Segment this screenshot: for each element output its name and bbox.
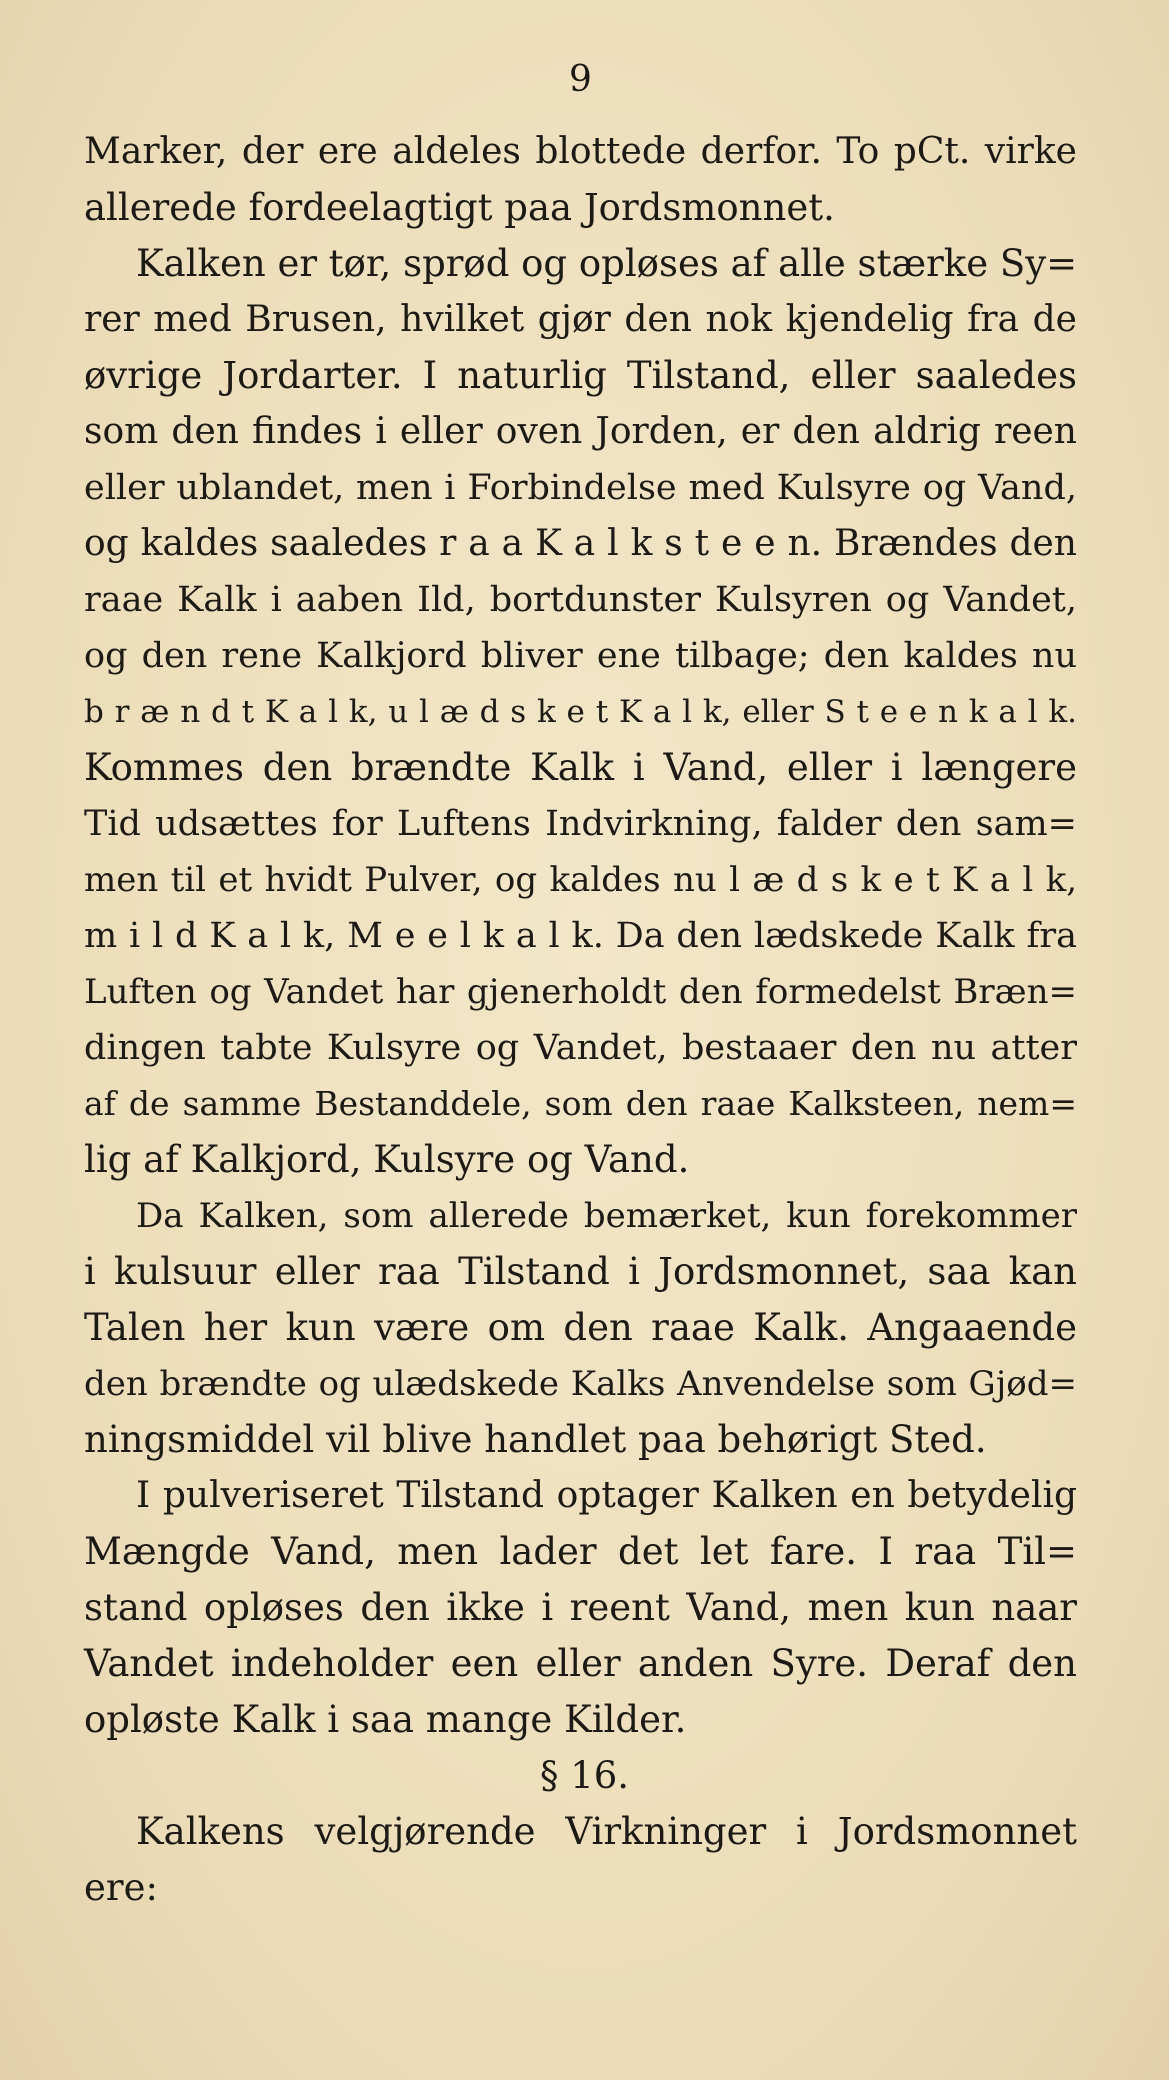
text-line: Luften og Vandet har gjenerholdt den formedelst Bræn=	[84, 972, 1077, 1012]
text-line: opløste Kalk i saa mange Kilder.	[84, 1698, 687, 1741]
text-line: den brændte og ulædskede Kalks Anvendelse som Gjød=	[84, 1364, 1077, 1404]
text-line: og den rene Kalkjord bliver ene tilbage; den kaldes nu	[84, 636, 1077, 676]
text-line: ningsmiddel vil blive handlet paa behørigt Sted.	[84, 1418, 987, 1461]
text-line: raae Kalk i aaben Ild, bortdunster Kulsyren og Vandet,	[84, 580, 1077, 620]
paragraph-4	[84, 1468, 1077, 1748]
text-line: rer med Brusen, hvilket gjør den nok kjendelig fra de	[84, 299, 1077, 340]
page-number: 9	[569, 59, 592, 100]
text-line: ere:	[84, 1866, 158, 1909]
text-line: eller ublandet, men i Forbindelse med Kulsyre og Vand,	[84, 468, 1077, 508]
text-line: I pulveriseret Tilstand optager Kalken en betydelig	[136, 1475, 1077, 1516]
paragraph-1	[84, 124, 1077, 236]
text-line: og kaldes saaledes r a a K a l k s t e e n. Brændes den	[84, 523, 1077, 564]
text-line: i kulsuur eller raa Tilstand i Jordsmonnet, saa kan	[84, 1250, 1077, 1293]
text-line: Vandet indeholder een eller anden Syre. Deraf den	[84, 1642, 1077, 1685]
text-line: lig af Kalkjord, Kulsyre og Vand.	[84, 1138, 690, 1181]
text-line: m i l d K a l k, M e e l k a l k. Da den lædskede Kalk fra	[84, 916, 1077, 956]
section-heading: § 16.	[539, 1754, 630, 1797]
text-line: Kalkens velgjørende Virkninger i Jordsmonnet	[136, 1810, 1077, 1853]
text-line: Talen her kun være om den raae Kalk. Angaaende	[84, 1306, 1077, 1349]
paragraph-2	[84, 236, 1077, 1188]
closing-paragraph	[84, 1804, 1077, 1916]
text-line: som den findes i eller oven Jorden, er den aldrig reen	[84, 411, 1077, 452]
text-line: stand opløses den ikke i reent Vand, men kun naar	[84, 1586, 1077, 1629]
paragraph-3	[84, 1188, 1077, 1468]
text-line: øvrige Jordarter. I naturlig Tilstand, eller saaledes	[84, 354, 1077, 397]
text-line: Tid udsættes for Luftens Indvirkning, falder den sam=	[84, 804, 1077, 844]
text-line: men til et hvidt Pulver, og kaldes nu l æ d s k e t K a l k,	[84, 860, 1077, 900]
text-line: b r æ n d t K a l k, u l æ d s k e t K a l k, eller S t e e n k a l k.	[84, 694, 1077, 730]
text-line: allerede fordeelagtigt paa Jordsmonnet.	[84, 186, 835, 229]
text-line: dingen tabte Kulsyre og Vandet, bestaaer den nu atter	[84, 1028, 1077, 1068]
text-line: Marker, der ere aldeles blottede derfor. To pCt. virke	[84, 131, 1077, 172]
text-line: Kommes den brændte Kalk i Vand, eller i længere	[84, 746, 1077, 789]
text-line: af de samme Bestanddele, som den raae Kalksteen, nem=	[84, 1084, 1077, 1123]
text-line: Da Kalken, som allerede bemærket, kun forekommer	[136, 1196, 1077, 1236]
text-line: Mængde Vand, men lader det let fare. I raa Til=	[84, 1530, 1077, 1573]
text-line: Kalken er tør, sprød og opløses af alle stærke Sy=	[136, 242, 1078, 285]
